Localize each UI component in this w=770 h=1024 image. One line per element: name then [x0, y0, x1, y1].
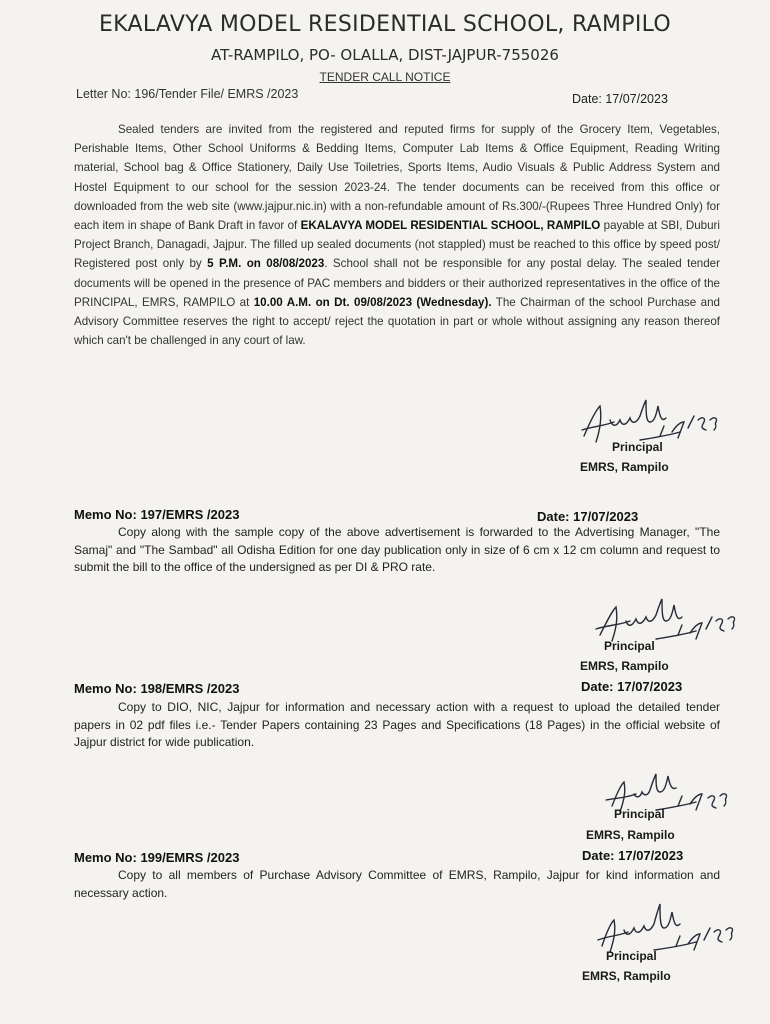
memo-date-198: Date: 17/07/2023	[581, 679, 683, 694]
memo-number-199: Memo No: 199/EMRS /2023	[74, 850, 240, 865]
memo-text-199: Copy to all members of Purchase Advisory Committee of EMRS, Rampilo, Jajpur for kind information and necessary action.	[74, 868, 720, 900]
memo-date-199: Date: 17/07/2023	[582, 848, 684, 863]
notice-title: TENDER CALL NOTICE	[319, 70, 451, 84]
body-text-4: The Chairman of the school Purchase and Advisory Committee reserves the right to accept/ reject the quotation in part or whole without assigning any reason thereof which can't be challenged in any court of law.	[74, 295, 720, 348]
school-name: EKALAVYA MODEL RESIDENTIAL SCHOOL, RAMPILO	[98, 12, 672, 37]
memo-number-198: Memo No: 198/EMRS /2023	[74, 681, 240, 696]
body-bold-school: EKALAVYA MODEL RESIDENTIAL SCHOOL, RAMPILO	[300, 219, 601, 233]
signature-title-1: Principal	[612, 440, 663, 454]
letter-date: Date: 17/07/2023	[572, 92, 668, 106]
memo-text-198: Copy to DIO, NIC, Jajpur for information and necessary action with a request to upload the detailed tender papers in 02 pdf files i.e.- Tender Papers containing 23 Pages and Specifications (18 Pages) in the official website of Jajpur district for wide publication.	[74, 700, 720, 749]
signature-title-4: Principal	[606, 949, 657, 963]
signature-title-2: Principal	[604, 639, 655, 653]
body-text-1: Sealed tenders are invited from the registered and reputed firms for supply of the Grocery Item, Vegetables, Perishable Items, Other School Uniforms & Bedding Items, Computer Lab Items & Office Equipment, Reading Writing material, School bag & Office Stationery, Daily Use Toiletries, Sports Items, Audio Visuals & Public Address System and Hostel Equipment to our school for the session 2023-24. The tender documents can be received from this office or downloaded from the web site (www.jajpur.nic.in) with a non-refundable amount of Rs.300/-(Rupees Three Hundred Only) for each item in shape of Bank Draft in favor of	[74, 123, 720, 233]
body-bold-deadline: 5 P.M. on 08/08/2023	[207, 257, 325, 271]
signature-office-1: EMRS, Rampilo	[580, 460, 669, 474]
body-text-2: payable at SBI, Duburi Project Branch, Danagadi, Jajpur. The filled up sealed documents (not stappled) must be reached to this office by speed post/ Registered post only by	[74, 219, 720, 271]
signature-office-3: EMRS, Rampilo	[586, 828, 675, 842]
body-bold-opening: 10.00 A.M. on Dt. 09/08/2023 (Wednesday).	[253, 295, 492, 309]
signature-office-4: EMRS, Rampilo	[582, 969, 671, 983]
school-address: AT-RAMPILO, PO- OLALLA, DIST-JAJPUR-755026	[211, 46, 559, 64]
tender-body	[74, 120, 720, 350]
signature-office-2: EMRS, Rampilo	[580, 659, 669, 673]
signature-title-3: Principal	[614, 807, 665, 821]
memo-number-197: Memo No: 197/EMRS /2023	[74, 507, 240, 522]
memo-date-197: Date: 17/07/2023	[537, 509, 639, 524]
letter-number: Letter No: 196/Tender File/ EMRS /2023	[76, 87, 299, 101]
body-text-3: . School shall not be responsible for any postal delay. The sealed tender documents will be opened in the presence of PAC members and bidders or their authorized representatives in the office of the PRINCIPAL, EMRS, RAMPILO at	[74, 257, 720, 309]
memo-text-197: Copy along with the sample copy of the above advertisement is forwarded to the Advertising Manager, "The Samaj" and "The Sambad" all Odisha Edition for one day publication only in size of 6 cm x 12 cm column and request to submit the bill to the office of the undersigned as per DI & PRO rate.	[74, 525, 720, 574]
